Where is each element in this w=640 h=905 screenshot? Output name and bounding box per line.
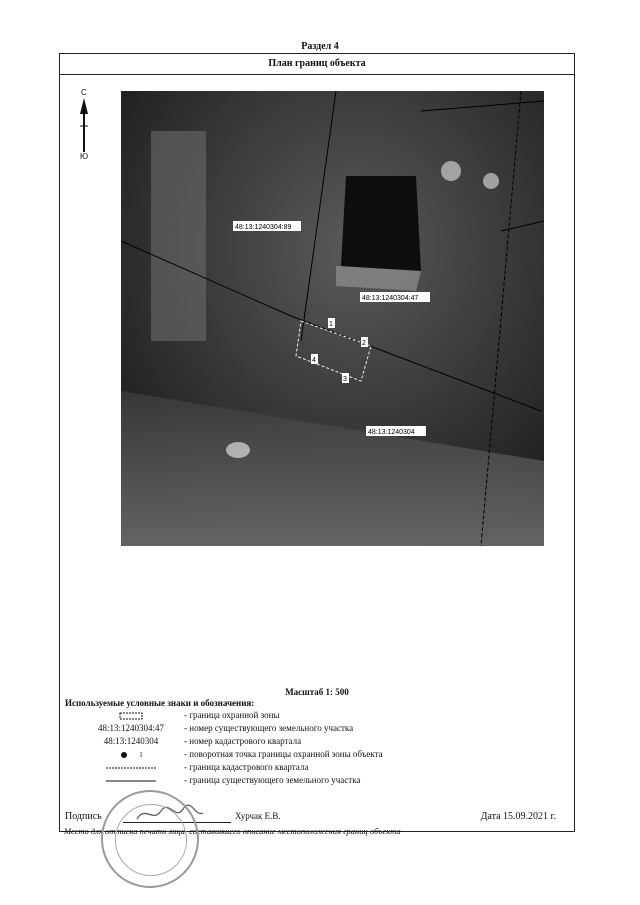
svg-text:3: 3 [343, 376, 347, 383]
terrain-area [151, 131, 206, 341]
parcel-47-label: 48:13:1240304:47 [362, 295, 419, 302]
legend-desc: - поворотная точка границы охранной зоны объекта [184, 749, 383, 759]
bright-spot [441, 161, 461, 181]
parcel-89-label: 48:13:1240304:89 [235, 224, 292, 231]
svg-text:1: 1 [329, 321, 333, 328]
turning-point-3 [342, 373, 349, 383]
legend-desc: - номер существующего земельного участка [184, 723, 354, 733]
protection-zone-symbol [76, 710, 186, 720]
turning-point-2 [361, 337, 368, 347]
north-label: С [81, 88, 87, 97]
turning-point-symbol [76, 749, 186, 760]
quarter-label-text: 48:13:1240304 [368, 429, 415, 436]
signature-date: Дата 15.09.2021 г. [480, 811, 556, 822]
legend-desc: - граница кадастрового квартала [184, 762, 309, 772]
legend-desc: - граница существующего земельного участка [184, 775, 361, 785]
legend-symbol: 1 [139, 751, 143, 759]
seal-stamp [101, 790, 199, 888]
legend-row [60, 710, 570, 723]
parcel-border-symbol [76, 775, 186, 785]
bright-spot [226, 442, 250, 458]
bright-spot [483, 173, 499, 189]
legend-desc: - номер кадастрового квартала [184, 736, 302, 746]
legend-desc: - граница охранной зоны [184, 710, 280, 720]
svg-text:4: 4 [312, 357, 316, 364]
building-shape [341, 176, 421, 271]
north-arrow [72, 88, 96, 168]
legend-row [60, 736, 570, 749]
quarter-label [366, 426, 426, 436]
legend-row [60, 749, 570, 762]
legend-symbol: 48:13:1240304 [103, 736, 159, 746]
legend-row [60, 775, 570, 788]
north-arrow-icon [72, 98, 96, 154]
stamp-place-note: Место для оттиска печати лица, составившего описание местоположения границ объекта [64, 826, 401, 836]
quarter-border-symbol [76, 762, 186, 772]
parcel-label [233, 221, 301, 231]
section-title: Раздел 4 [301, 41, 339, 52]
legend-title: Используемые условные знаки и обозначения: [65, 698, 255, 708]
legend-row [60, 723, 570, 736]
aerial-photo [121, 91, 544, 546]
plan-title: План границ объекта [60, 54, 574, 75]
svg-text:2: 2 [362, 340, 366, 347]
aerial-map-svg [121, 91, 544, 546]
parcel-label [360, 292, 430, 302]
signature-label: Подпись [65, 811, 102, 822]
plan-frame [59, 53, 575, 836]
scale-label: Масштаб 1: 500 [285, 687, 349, 697]
turning-point-4 [311, 354, 318, 364]
turning-point-1 [328, 318, 335, 328]
signer-name: Хурчак Е.В. [235, 811, 281, 821]
legend-row [60, 762, 570, 775]
legend-symbol: 48:13:1240304:47 [97, 723, 164, 733]
south-label: Ю [80, 152, 89, 161]
